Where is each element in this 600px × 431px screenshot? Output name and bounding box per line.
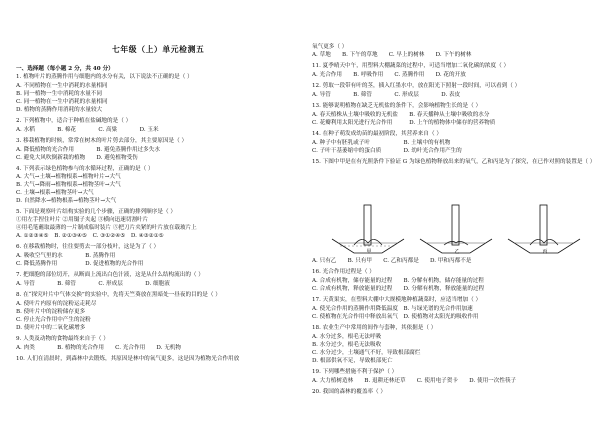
- question-7: 7. 把细胞的部位切开，从断面上流出白色汁液，这是从什么结构流出的（ ）: [16, 272, 204, 278]
- question-15: 15. 下图中甲是在有光照条件下验证 G 为绿色植物释放出来的氧气，乙和丙是为了探究，在已作对照的装置是（ ）: [312, 159, 596, 165]
- q4-option-c: C. 土壤→根系→植物茎叶→大气: [16, 190, 94, 196]
- q17-options-cd: C. 使植物在光合作用中释放出氧气 D. 使植物对太阳光的吸收作用: [312, 314, 479, 320]
- q19-options: A. 大力植树造林 B. 退耕还林还草 C. 使用电子贺卡 D. 使用一次性筷子: [312, 378, 517, 384]
- q4-option-d: D. 自然降水→植物根系→植物茎叶→大气: [16, 198, 117, 204]
- question-20: 20. 我国的森林的覆盖率（ ）: [312, 389, 386, 395]
- q5-steps-2: ④用毛笔蘸取最薄的一片制成临时装片 ⑤把刀片夹紧的叶片放在载玻片上: [16, 225, 197, 231]
- q1-option-d: D. 植物的蒸腾作用消耗的水量较大: [16, 107, 103, 113]
- question-5: 5. 下面是观察叶片结构实验的几个步骤，正确的排列顺序是（ ）: [16, 209, 176, 215]
- q12-options: A. 导管 B. 筛管 C. 形成层 D. 表皮: [312, 92, 461, 98]
- question-17: 17. 天黄果实，在塑料大棚中大规模地种植蔬菜时，应适当增加（ ）: [312, 297, 482, 303]
- q8-option-a: A. 使叶片内原有的淀粉运走耗尽: [16, 301, 97, 307]
- q7-options: A. 导管 B. 筛管 C. 形成层 D. 细胞液: [16, 281, 170, 287]
- question-11: 11. 夏季晴天中午，用塑料大棚蔬菜的过程中，可适当增加二氧化碳的浓度（ ）: [312, 63, 510, 69]
- q3-options-ab: A. 降低植物的光合作用 B. 避免蒸腾作用过多失水: [16, 147, 160, 153]
- question-16: 16. 光合作用过程是（ ）: [312, 269, 375, 275]
- label-b: 乙: [454, 249, 460, 255]
- q18-option-a: A. 水分过多，根毛无法呼吸: [312, 334, 382, 340]
- q18-option-d: D. 根部供氧不足，导致根部死亡: [312, 358, 393, 364]
- question-12: 12. 剪取一段带有叶的茎，插入红墨水中，放在阳光下照射一段时间，可以看到（ ）: [312, 83, 521, 89]
- q18-option-c: C. 水分过少，土壤通气不好，导致根部腐烂: [312, 350, 421, 356]
- label-c: 丙: [542, 249, 548, 255]
- question-6: 6. 在移栽植物时，往往要剪去一部分枝叶，这是为了（ ）: [16, 244, 160, 250]
- q5-steps-1: ①用左手捏住叶片 ②用镊子夹起 ③横向迅速切割叶片: [16, 217, 149, 223]
- q10-continued: 氧气更多（ ）: [312, 44, 348, 50]
- question-1: 1. 植物叶片的蒸腾作用与细胞内的水分有关，以下说法不正确的是（ ）: [16, 74, 193, 80]
- q14-options-ab: A. 种子中有胚乳或子叶 B. 土壤中的有机物: [312, 140, 451, 146]
- question-14: 14. 在种子萌发成幼苗的最初阶段，其营养来自（ ）: [312, 131, 442, 137]
- q10-options: A. 草地 B. 下午的草地 C. 早上的树林 D. 下午的树林: [312, 52, 472, 58]
- q3-options-cd: C. 避免大风吹倒新栽的植物 D. 避免植物受伤: [16, 155, 138, 161]
- q6-options-ab: A. 吸收空气里的水 B. 蒸腾作用: [16, 253, 116, 259]
- q14-options-cd: C. 子叶干基萎缩中的蛋白质 D. 幼叶光合作用产生的: [312, 148, 462, 154]
- apparatus-c: [508, 205, 580, 255]
- apparatus-a: [332, 205, 404, 255]
- q16-options-ab: A. 合成有机物，储存能量的过程 B. 分解有机物，储存能量的过程: [312, 278, 484, 284]
- q4-option-b: B. 大气→降雨→植物根系→植物茎叶→大气: [16, 182, 121, 188]
- question-18: 18. 农业生产中常用的间作与套种，其依据是（ ）: [312, 325, 437, 331]
- q17-options-ab: A. 使光合作用的蒸腾作用降低温度 B. 与绿光谱的光合作用加速: [312, 306, 473, 312]
- q15-options: A. 只有乙 B. 只有甲 C. 乙和丙都是 D. 甲和丙都不是: [312, 258, 472, 264]
- right-column: [312, 0, 596, 431]
- question-8: 8. 在“探究叶片中气体交换”的实验中，先将天竺葵放在黑暗处一昼夜的目的是（ ）: [16, 292, 221, 298]
- q5-options: A. ①②③④⑤ B. ②①③④⑤ C. ③①②④⑤ D. ④③②①⑤: [16, 233, 164, 239]
- question-13: 13. 能够说明植物在缺乏无机盐的条件下，会影响植物生长的是（ ）: [312, 103, 482, 109]
- q11-options: A. 光合作用 B. 呼吸作用 C. 蒸腾作用 D. 花的开放: [312, 72, 466, 78]
- q8-option-c: C. 停止光合作用中产生的淀粉: [16, 317, 91, 323]
- exam-title: 七年级（上）单元检测五: [112, 45, 205, 54]
- q16-options-cd: C. 合成有机物，释放能量的过程 D. 分解有机物，释放能量的过程: [312, 286, 485, 292]
- q6-options-cd: C. 降低蒸腾作用 D. 促进植物的光合作用: [16, 261, 144, 267]
- q8-option-d: D. 使叶片中的二氧化碳增多: [16, 325, 86, 331]
- q4-option-a: A. 大气→土壤→植物根系→植物叶片→大气: [16, 174, 121, 180]
- q1-option-c: C. 同一植物在一生中消耗的水量相同: [16, 99, 108, 105]
- q1-option-a: A. 不同植物在一生中消耗的水量相同: [16, 83, 108, 89]
- apparatus-b: [420, 205, 492, 255]
- q1-option-b: B. 同一植物一生中消耗的水量不同: [16, 91, 102, 97]
- q9-options: A. 肉类 B. 植物的光合作用 C. 光合作用 D. 无机物: [16, 345, 181, 351]
- question-4: 4. 下列表示绿色植物参与的水循环过程，正确的是（ ）: [16, 166, 154, 172]
- question-19: 19. 下列哪些措施不利于保护（ ）: [312, 369, 398, 375]
- question-3: 3. 移栽植物的时候，常常在树木的叶片剪去部分，其主要原因是（ ）: [16, 138, 188, 144]
- q2-options: A. 水稻 B. 棉花 C. 高粱 D. 玉米: [16, 127, 159, 133]
- question-10: 10. 人们在清晨时，到森林中去锻炼，其原因是林中的氧气更多，这是因为植物光合作用放: [16, 356, 240, 362]
- question-2: 2. 下列植物中，适合于种植在盐碱地的是（ ）: [16, 118, 132, 124]
- q18-option-b: B. 水分过少，根毛无法吸收: [312, 342, 382, 348]
- question-9: 9. 人类及动物的食物最终来自于（ ）: [16, 336, 109, 342]
- section-heading: 一、选择题（每小题 2 分，共 40 分）: [16, 66, 114, 72]
- left-column: [16, 0, 296, 431]
- q8-option-b: B. 使叶片中的淀粉储存更多: [16, 309, 86, 315]
- label-a: 甲: [366, 249, 372, 255]
- experiment-diagram: [324, 199, 586, 257]
- q13-options-ab: A. 春天植株从土壤中吸收的无机盐 B. 春天播种从土壤中吸收的水分: [312, 112, 490, 118]
- q13-options-cd: C. 花瓣利用太阳光进行光合作用 D. 上午的植物体中储存的营养物质: [312, 120, 496, 126]
